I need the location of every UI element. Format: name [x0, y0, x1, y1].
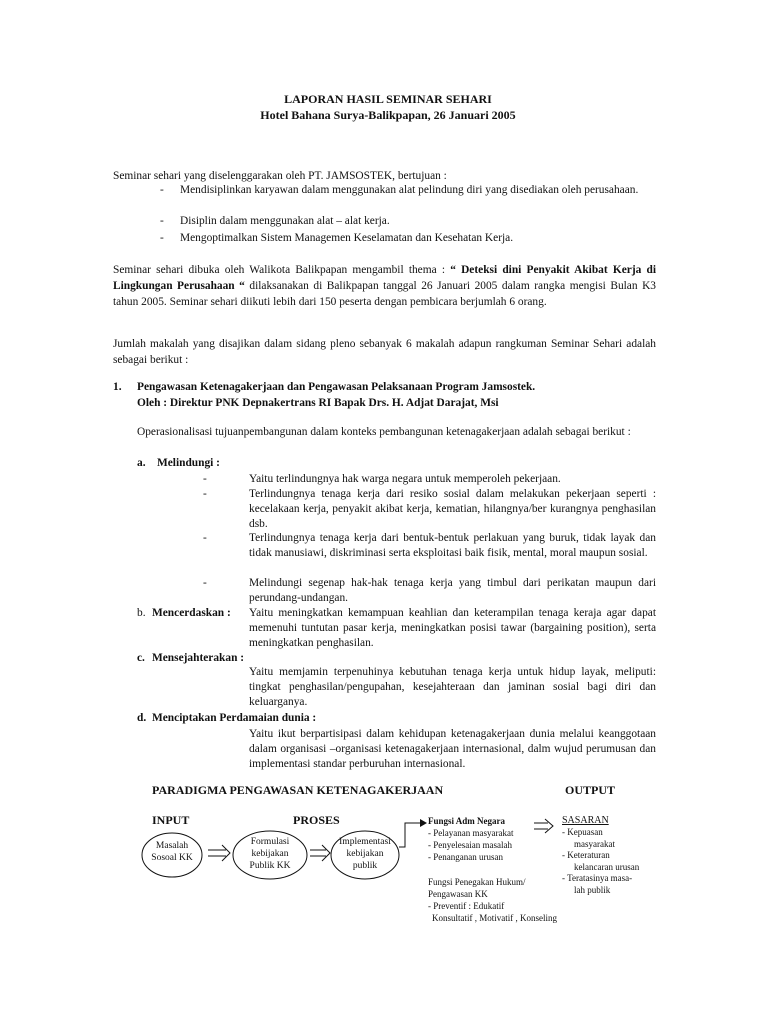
diagram-output-heading: OUTPUT	[565, 783, 616, 797]
node-label-line: Formulasi	[250, 837, 290, 847]
fungsi-adm-block	[428, 815, 538, 863]
intro-text: Seminar sehari yang diselenggarakan oleh PT. JAMSOSTEK, bertujuan :	[113, 170, 447, 182]
node-label-line: Publik KK	[249, 861, 291, 871]
item-b-label: Mencerdaskan :	[152, 607, 231, 619]
item-c-letter: c.	[137, 652, 145, 664]
item-a-label: Melindungi :	[157, 457, 220, 469]
summary-intro: Jumlah makalah yang disajikan dalam sidang pleno sebanyak 6 makalah adapun rangkuman Seminar Sehari adalah sebagai berikut :	[113, 338, 656, 366]
arrow-icon	[208, 845, 230, 861]
sasaran-line: lah publik	[574, 884, 611, 895]
node-formulasi-label	[233, 836, 307, 872]
fungsi-hukum-line: Konsultatif , Motivatif , Konseling	[432, 913, 557, 923]
opening-theme: “ Deteksi dini Penyakit Akibat Kerja di Lingkungan Perusahaan “	[113, 264, 656, 292]
section-lead: Operasionalisasi tujuanpembangunan dalam konteks pembangunan ketenagakerjaan adalah sebagai berikut :	[137, 426, 631, 438]
node-label-line: Sosoal KK	[151, 853, 193, 863]
fungsi-hukum-line: - Preventif : Edukatif	[428, 901, 505, 911]
sasaran-block	[562, 815, 662, 896]
item-a-3: Terlindungnya tenaga kerja dari bentuk-bentuk perlakuan yang buruk, tidak layak dan tidak manusiawi, diskriminasi serta eksploitasi baik fisik, mental, moral maupun sosial.	[249, 532, 656, 559]
item-dash: -	[203, 577, 207, 589]
item-d-letter: d.	[137, 712, 147, 724]
bullet-dash: -	[160, 215, 164, 227]
item-c-label: Mensejahterakan :	[152, 652, 245, 664]
fungsi-adm-item: - Penanganan urusan	[428, 852, 503, 862]
node-masalah-label	[142, 840, 202, 864]
bullet-dash: -	[160, 184, 164, 196]
item-dash: -	[203, 473, 207, 485]
diagram-heading: PARADIGMA PENGAWASAN KETENAGAKERJAAN	[152, 783, 444, 797]
sasaran-title: SASARAN	[562, 815, 609, 826]
sasaran-line: - Kepuasan	[562, 827, 603, 837]
section-speaker: Oleh : Direktur PNK Depnakertrans RI Bapak Drs. H. Adjat Darajat, Msi	[137, 397, 499, 409]
section-title: Pengawasan Ketenagakerjaan dan Pengawasan Pelaksanaan Program Jamsostek.	[137, 381, 536, 393]
node-label-line: publik	[352, 861, 378, 871]
node-label-line: kebijakan	[251, 849, 289, 859]
node-label-line: kebijakan	[346, 849, 384, 859]
intro-bullet-3: Mengoptimalkan Sistem Managemen Keselamatan dan Kesehatan Kerja.	[180, 232, 514, 244]
node-implementasi-label	[326, 836, 404, 872]
sasaran-line: - Teratasinya masa-	[562, 873, 633, 883]
sasaran-line: kelancaran urusan	[574, 861, 640, 872]
item-b-text: Yaitu meningkatkan kemampuan keahlian dan keterampilan tenaga keraja agar dapat memenuhi tuntutan pasar kerja, meningkatkan posisi tawar (bargaining position), serta meningkatkan penghasilan.	[249, 607, 656, 649]
item-dash: -	[203, 488, 207, 500]
document-title: LAPORAN HASIL SEMINAR SEHARI	[284, 92, 492, 106]
node-label-line: Masalah	[155, 841, 189, 851]
document-subtitle: Hotel Bahana Surya-Balikpapan, 26 Januari 2005	[260, 108, 516, 122]
opening-post: dilaksanakan di Balikpapan tanggal 26 Januari 2005 dalam rangka mengisi Bulan K3 tahun 2005. Seminar sehari diikuti lebih dari 150 peserta dengan pembicara berjumlah 6 orang.	[113, 280, 656, 308]
fungsi-hukum-block	[428, 876, 578, 924]
fungsi-adm-title: Fungsi Adm Negara	[428, 816, 506, 826]
diagram-input-label: INPUT	[152, 813, 190, 827]
item-d-text: Yaitu ikut berpartisipasi dalam kehidupan ketenagakerjaan dunia melalui keanggotaan dalam organisasi –organisasi ketenagakerjaan internasional, dalm wujud perumusan dan implementasi standar perburuhan internasional.	[249, 728, 656, 770]
item-b-letter: b.	[137, 607, 146, 619]
sasaran-line: masyarakat	[574, 838, 615, 849]
fungsi-hukum-line: Fungsi Penegakan Hukum/	[428, 877, 526, 887]
item-d-label: Menciptakan Perdamaian dunia :	[152, 712, 317, 724]
intro-bullet-2: Disiplin dalam menggunakan alat – alat kerja.	[180, 215, 390, 227]
fungsi-adm-item: - Pelayanan masyarakat	[428, 828, 514, 838]
item-dash: -	[203, 532, 207, 544]
item-c-text: Yaitu memjamin terpenuhinya kebutuhan tenaga kerja untuk hidup layak, meliputi: tingkat penghasilan/pengupahan, kesejahteraan dan jaminan sosial bagi diri dan keluarganya.	[249, 666, 656, 708]
item-a-1: Yaitu terlindungnya hak warga negara untuk memperoleh pekerjaan.	[249, 473, 561, 485]
bullet-dash: -	[160, 232, 164, 244]
item-a-letter: a.	[137, 457, 146, 469]
item-a-4: Melindungi segenap hak-hak tenaga kerja yang timbul dari perikatan maupun dari perundang-undangan.	[249, 577, 656, 604]
sasaran-line: - Keteraturan	[562, 850, 610, 860]
fungsi-adm-item: - Penyelesaian masalah	[428, 840, 512, 850]
node-label-line: Implementasi	[339, 837, 391, 847]
fungsi-hukum-line: Pengawasan KK	[428, 889, 488, 899]
diagram-proses-label: PROSES	[293, 813, 340, 827]
opening-pre: Seminar sehari dibuka oleh Walikota Balikpapan mengambil thema :	[113, 264, 451, 276]
section-number: 1.	[113, 381, 122, 393]
intro-bullet-1: Mendisiplinkan karyawan dalam menggunakan alat pelindung diri yang disediakan oleh perusahaan.	[180, 184, 639, 196]
item-a-2: Terlindungnya tenaga kerja dari resiko sosial dalam melakukan pekerjaan seperti : kecelakaan kerja, penyakit akibat kerja, kematian, hilangnya/ber kurangnya penghasilan dsb.	[249, 488, 656, 530]
